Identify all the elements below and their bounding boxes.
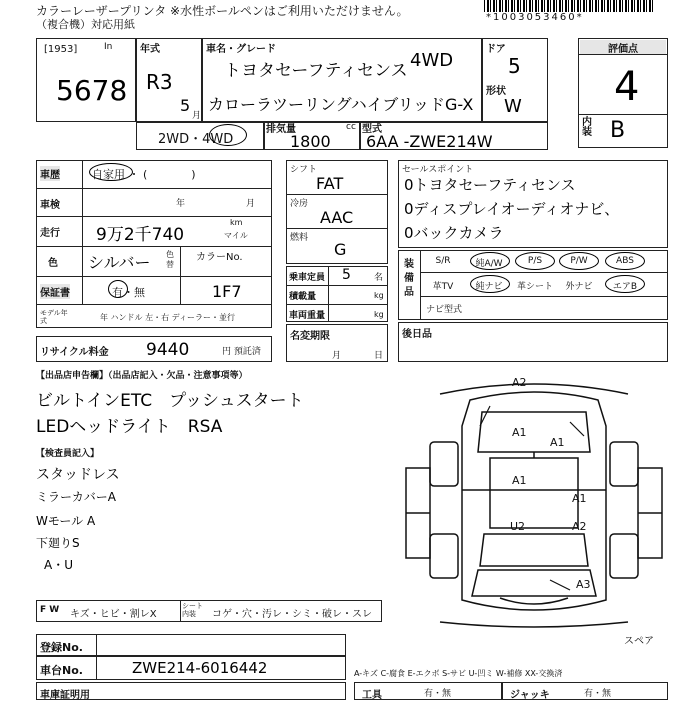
model-year-label: モデル年式 [40, 309, 68, 325]
notes-box [398, 322, 668, 362]
reg-label: 登録No. [40, 641, 83, 654]
capacity-unit: 名 [374, 273, 384, 283]
equip-awheel: 純A/W [475, 259, 503, 269]
tools-value: 有・無 [424, 689, 452, 699]
header-line1: カラーレーザープリンタ ※水性ボールペンはご利用いただけません。 [36, 4, 409, 18]
name-line2: カローラツーリングハイブリッドG-X [208, 95, 474, 114]
name-change-month: 月 [332, 351, 342, 361]
color-label: 色 [48, 258, 58, 269]
seller-line1: ビルトインETC プッシュスタート [36, 391, 304, 411]
inspection-label: 車検 [40, 200, 60, 211]
equip-tv: 革TV [432, 282, 454, 292]
year-month: 5 [180, 96, 191, 115]
jack-label: ジャッキ [510, 690, 550, 701]
equipment-label: 装備品 [404, 259, 414, 298]
warranty-label: 保証書 [40, 284, 70, 299]
inspector-label: 【検査員記入】 [36, 449, 100, 459]
name-change-day: 日 [374, 351, 384, 361]
mark-a2-top: A2 [512, 376, 527, 389]
history-circle [89, 163, 133, 181]
inspection-month-unit: 月 [246, 199, 256, 209]
name-drive: 4WD [410, 50, 454, 71]
weight-label: 車両重量 [289, 311, 326, 321]
fw-label: F W [40, 605, 60, 615]
barcode [484, 0, 654, 12]
fuel-label: 燃料 [290, 233, 309, 243]
equip-abs: ABS [616, 256, 634, 266]
year-label: 年式 [140, 44, 160, 55]
color-no-value: 1F7 [212, 282, 242, 301]
model-label: 型式 [362, 124, 382, 135]
spare-label: スペア [624, 636, 654, 647]
jack-value: 有・無 [584, 689, 612, 699]
shape-value: W [504, 96, 522, 117]
sales-item-3: 0バックカメラ [404, 224, 504, 242]
mark-a2-right: A2 [572, 520, 587, 533]
door-value: 5 [508, 54, 521, 78]
fuel-value: G [334, 240, 347, 259]
sales-item-1: 0トヨタセーフティセンス [404, 176, 576, 194]
history-value: 自家用 ・ ( ) [92, 168, 196, 181]
car-diagram [400, 370, 668, 632]
sales-label: セールスポイント [402, 165, 474, 175]
chassis-label: 車台No. [40, 664, 83, 677]
sales-item-2: 0ディスプレイオーディオナビ、 [404, 200, 620, 218]
score-label: 評価点 [580, 40, 666, 55]
inspector-line-1: スタッドレス [36, 467, 120, 483]
name-line1: トヨタセーフティセンス [224, 61, 408, 81]
name-label: 車名・グレード [206, 44, 276, 55]
inspector-line-2: ミラーカバーA [36, 490, 116, 504]
load-unit: kg [374, 291, 384, 300]
warranty-circle [108, 280, 128, 298]
mark-u2: U2 [510, 520, 526, 533]
capacity-label: 乗車定員 [289, 273, 326, 283]
drive-options: 2WD・4WD [158, 132, 234, 147]
interior-label: 内装 [582, 117, 592, 138]
mileage-unit-mile: マイル [224, 231, 248, 240]
mark-a1-hood: A1 [512, 426, 527, 439]
equip-ps: P/S [527, 256, 543, 266]
equip-leather: 革シート [516, 282, 553, 292]
ac-label: 冷房 [290, 199, 309, 209]
mark-a1-side: A1 [572, 492, 587, 505]
load-label: 積載量 [289, 292, 317, 302]
capacity-value: 5 [342, 267, 351, 283]
ac-value: AAC [320, 208, 354, 227]
shape-label: 形状 [486, 86, 506, 97]
year-era: R3 [146, 70, 173, 94]
year-month-unit: 月 [192, 111, 202, 121]
mileage-unit-km: km [230, 218, 243, 227]
circle-navi [470, 275, 510, 293]
interior-value: B [610, 118, 626, 143]
inspector-line-3: Wモール A [36, 514, 96, 528]
door-label: ドア [486, 44, 506, 55]
mark-a1-right: A1 [550, 436, 565, 449]
shift-value: FAT [316, 174, 344, 193]
barcode-text: *1003053460* [486, 12, 584, 23]
lot-number: 5678 [56, 74, 128, 107]
recycle-value: 9440 [146, 340, 190, 360]
color-change: 色替 [166, 250, 174, 269]
circle-pw [559, 252, 599, 270]
name-change-label: 名変期限 [290, 331, 330, 342]
history-label: 車歴 [40, 166, 60, 181]
recycle-label: リサイクル料金 [40, 347, 109, 358]
equip-airbag: エアB [612, 282, 638, 292]
mark-a3: A3 [576, 578, 591, 591]
mileage-label: 走行 [40, 228, 60, 239]
circle-awheel [470, 252, 510, 270]
equip-ext-navi: 外ナビ [565, 282, 593, 292]
color-no-label: カラーNo. [196, 252, 243, 263]
shift-label: シフト [290, 165, 318, 175]
mark-a1-roof: A1 [512, 474, 527, 487]
fw-text: キズ・ヒビ・割レX [70, 609, 157, 620]
displacement-value: 1800 [290, 132, 331, 151]
damage-legend: A-キズ C-腐食 E-エクボ S-サビ U-凹ミ W-補修 XX-交換済 [354, 669, 563, 678]
warranty-value: 有・無 [112, 286, 145, 299]
model-value: 6AA -ZWE214W [366, 132, 493, 151]
seller-label: 【出品店申告欄】（出品店記入・欠品・注意事項等） [36, 371, 248, 381]
displacement-unit: cc [346, 122, 356, 132]
chassis-value: ZWE214-6016442 [132, 659, 268, 677]
lot-small: [1953] [44, 44, 78, 55]
equip-sr: S/R [435, 256, 451, 266]
mileage-value: 9万2千740 [96, 225, 185, 245]
circle-abs [605, 252, 645, 270]
displacement-label: 排気量 [266, 124, 296, 135]
drive-circle [209, 124, 247, 146]
weight-unit: kg [374, 310, 384, 319]
seat-label: シート内装 [182, 602, 203, 618]
tools-label: 工具 [362, 690, 382, 701]
navi-label: ナビ型式 [426, 305, 463, 315]
lot-corner: In [104, 42, 113, 52]
color-value: シルバー [88, 253, 151, 272]
notes-label: 後日品 [402, 329, 432, 340]
cert-label: 車庫証明用 [40, 690, 90, 701]
recycle-unit: 円 預託済 [222, 347, 261, 357]
model-year-row: 年 ハンドル 左・右 ディーラー・並行 [100, 313, 235, 322]
equip-pw: P/W [570, 256, 588, 266]
inspection-year-unit: 年 [176, 199, 186, 209]
inspector-line-4: 下廻りS [36, 536, 80, 550]
seat-text: コゲ・穴・汚レ・シミ・破レ・スレ [212, 609, 372, 620]
score-value: 4 [614, 64, 640, 110]
circle-airbag [605, 275, 645, 293]
header-line2: （複合機）対応用紙 [36, 18, 135, 31]
circle-ps [515, 252, 555, 270]
equip-navi: 純ナビ [475, 282, 503, 292]
inspector-line-5: A・U [44, 558, 73, 572]
seller-line2: LEDヘッドライト RSA [36, 417, 223, 437]
